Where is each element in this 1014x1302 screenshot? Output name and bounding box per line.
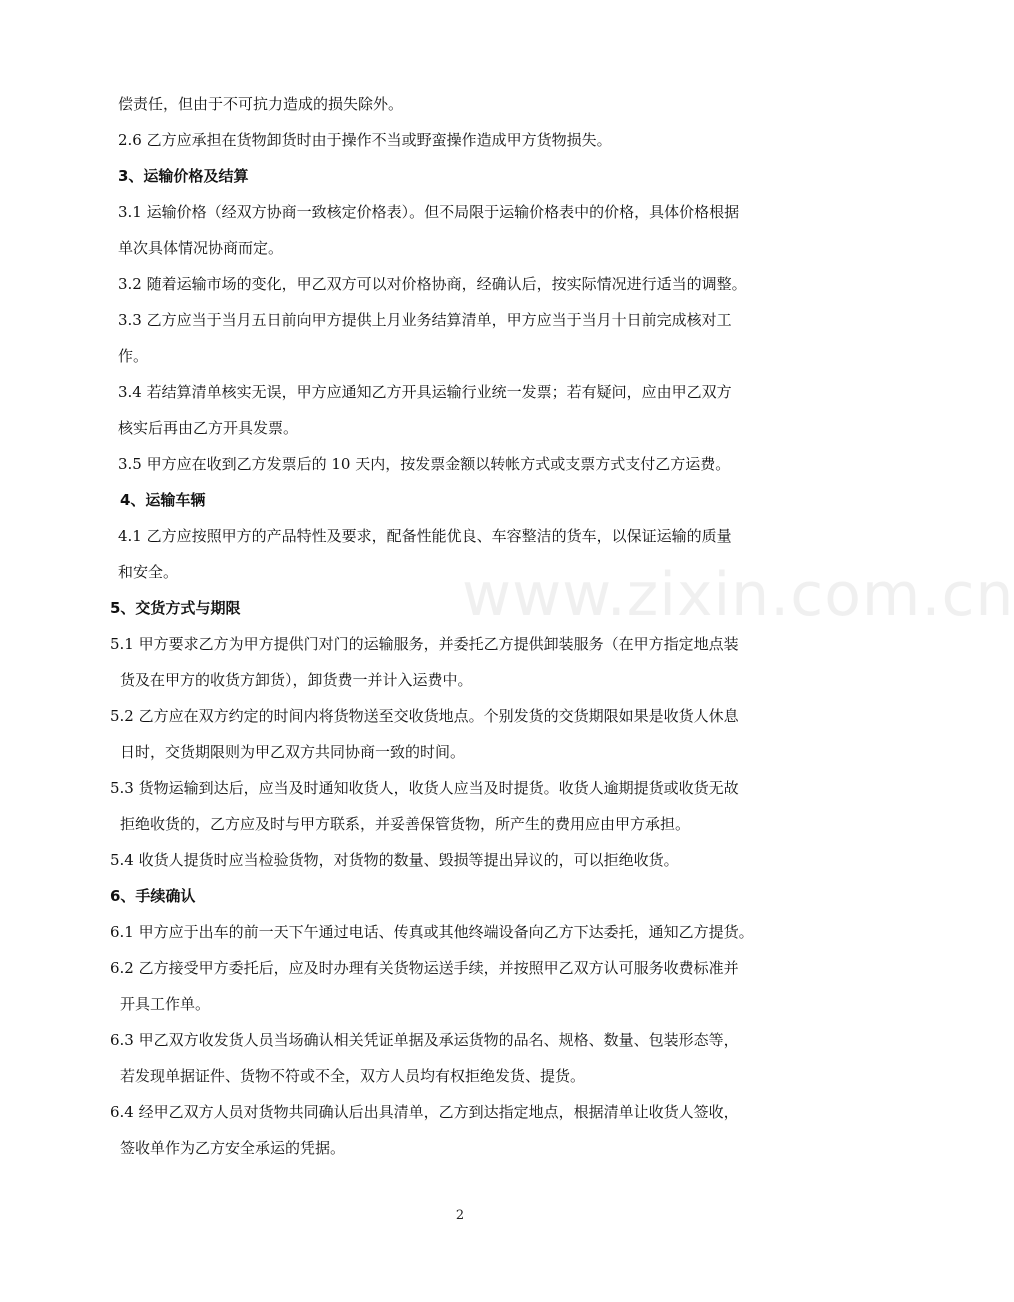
paragraph-continuation: 开具工作单。 bbox=[120, 995, 211, 1013]
clause-line: 5.1 甲方要求乙方为甲方提供门对门的运输服务，并委托乙方提供卸装服务（在甲方指定地点装 bbox=[110, 635, 739, 653]
clause-line: 5.4 收货人提货时应当检验货物，对货物的数量、毁损等提出异议的，可以拒绝收货。 bbox=[110, 851, 679, 869]
paragraph-continuation: 作。 bbox=[118, 347, 149, 365]
clause-line: 6.2 乙方接受甲方委托后，应及时办理有关货物运送手续，并按照甲乙双方认可服务收费标准并 bbox=[110, 959, 739, 977]
clause-line: 6.1 甲方应于出车的前一天下午通过电话、传真或其他终端设备向乙方下达委托，通知乙方提货。 bbox=[110, 923, 754, 941]
paragraph-continuation: 日时，交货期限则为甲乙双方共同协商一致的时间。 bbox=[120, 743, 466, 761]
watermark: www.zixin.com.cn bbox=[462, 560, 1014, 630]
clause-line: 3.2 随着运输市场的变化，甲乙双方可以对价格协商，经确认后，按实际情况进行适当的调整。 bbox=[118, 275, 747, 293]
document-body bbox=[110, 86, 818, 1166]
paragraph-continuation: 拒绝收货的，乙方应及时与甲方联系，并妥善保管货物，所产生的费用应由甲方承担。 bbox=[120, 815, 691, 833]
clause-line: 3.4 若结算清单核实无误，甲方应通知乙方开具运输行业统一发票；若有疑问，应由甲乙双方 bbox=[118, 383, 732, 401]
clause-line: 3.5 甲方应在收到乙方发票后的 10 天内，按发票金额以转帐方式或支票方式支付乙方运费。 bbox=[118, 455, 731, 473]
section-heading: 3、运输价格及结算 bbox=[118, 167, 249, 185]
paragraph-continuation: 和安全。 bbox=[118, 563, 179, 581]
clause-line: 3.3 乙方应当于当月五日前向甲方提供上月业务结算清单，甲方应当于当月十日前完成核对工 bbox=[118, 311, 732, 329]
paragraph-continuation: 偿责任，但由于不可抗力造成的损失除外。 bbox=[118, 95, 404, 113]
page-number: 2 bbox=[455, 1208, 465, 1223]
clause-line: 3.1 运输价格（经双方协商一致核定价格表）。但不局限于运输价格表中的价格，具体价格根据 bbox=[118, 203, 740, 221]
paragraph-continuation: 若发现单据证件、货物不符或不全，双方人员均有权拒绝发货、提货。 bbox=[120, 1067, 586, 1085]
section-heading: 4、运输车辆 bbox=[120, 491, 206, 509]
clause-line: 2.6 乙方应承担在货物卸货时由于操作不当或野蛮操作造成甲方货物损失。 bbox=[118, 131, 612, 149]
paragraph-continuation: 签收单作为乙方安全承运的凭据。 bbox=[120, 1139, 346, 1157]
clause-line: 5.3 货物运输到达后，应当及时通知收货人，收货人应当及时提货。收货人逾期提货或收货无故 bbox=[110, 779, 739, 797]
paragraph-continuation: 货及在甲方的收货方卸货），卸货费一并计入运费中。 bbox=[120, 671, 473, 689]
paragraph-continuation: 单次具体情况协商而定。 bbox=[118, 239, 284, 257]
paragraph-continuation: 核实后再由乙方开具发票。 bbox=[118, 419, 299, 437]
section-heading: 5、交货方式与期限 bbox=[110, 599, 241, 617]
clause-line: 6.4 经甲乙双方人员对货物共同确认后出具清单，乙方到达指定地点，根据清单让收货人签收， bbox=[110, 1103, 739, 1121]
clause-line: 4.1 乙方应按照甲方的产品特性及要求，配备性能优良、车容整洁的货车，以保证运输的质量 bbox=[118, 527, 732, 545]
clause-line: 5.2 乙方应在双方约定的时间内将货物送至交收货地点。个别发货的交货期限如果是收货人休息 bbox=[110, 707, 739, 725]
clause-line: 6.3 甲乙双方收发货人员当场确认相关凭证单据及承运货物的品名、规格、数量、包装形态等， bbox=[110, 1031, 739, 1049]
section-heading: 6、手续确认 bbox=[110, 887, 196, 905]
